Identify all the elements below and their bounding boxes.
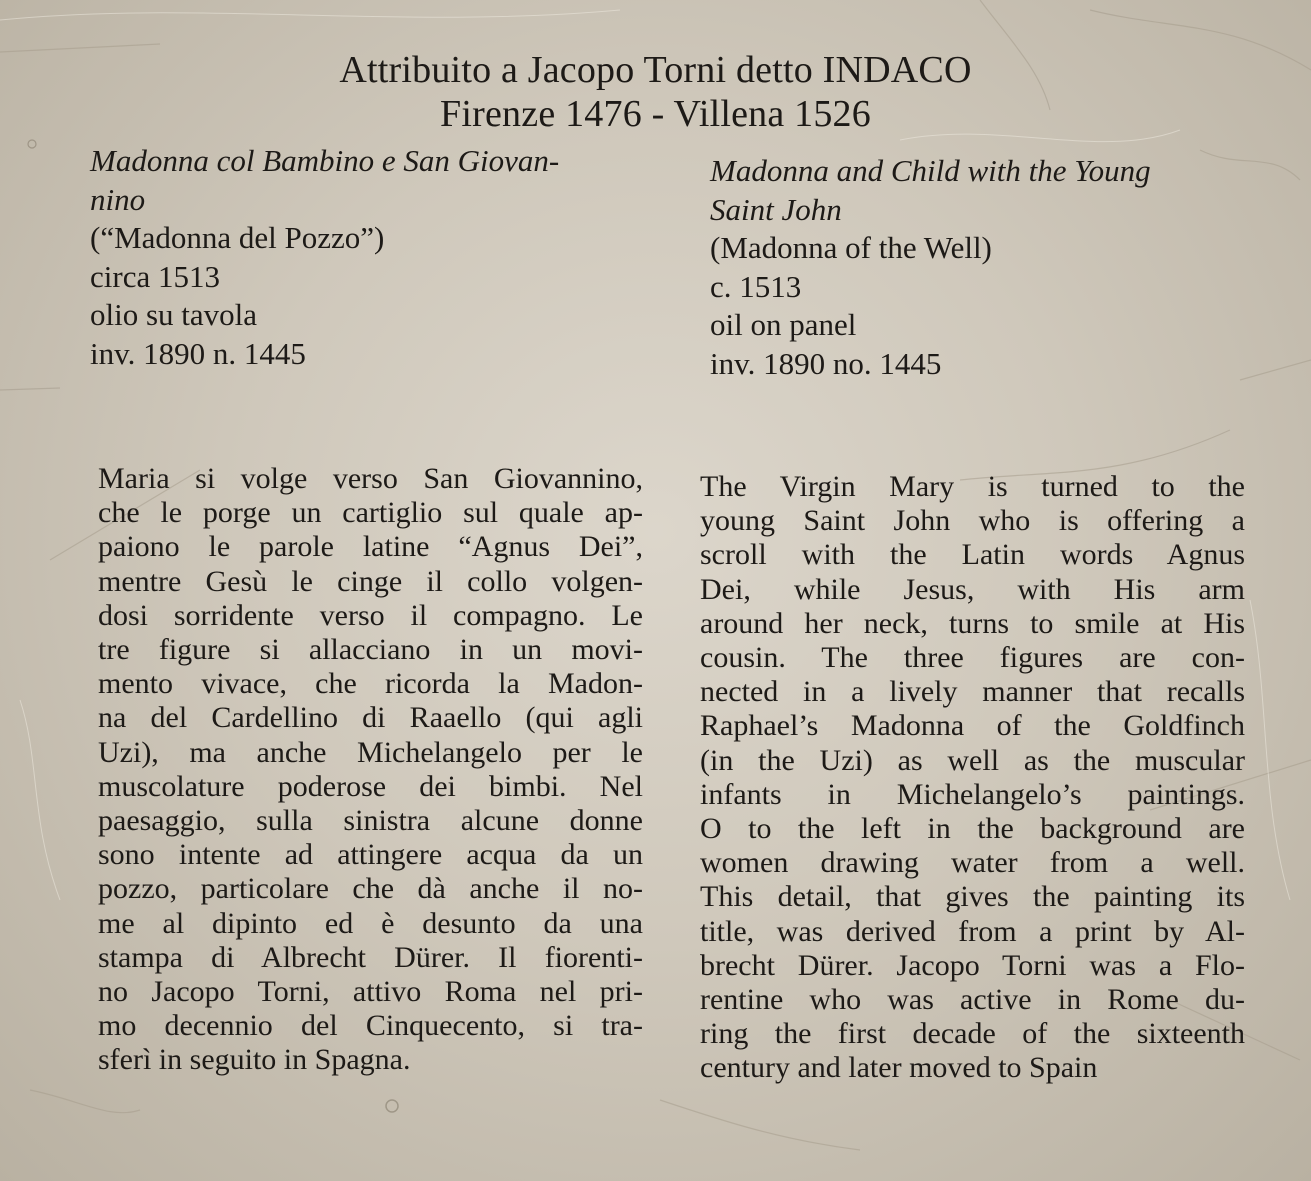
artist-heading: [0, 48, 1311, 136]
italian-text-line: mo decennio del Cinquecento, si tra-: [98, 1009, 643, 1043]
italian-text-line: stampa di Albrecht Dürer. Il fiorenti-: [98, 940, 643, 974]
english-text-line: nected in a lively manner that recalls: [700, 675, 1245, 709]
artist-dates: Firenze 1476 - Villena 1526: [440, 93, 871, 135]
english-title-line-1: Madonna and Child with the Young: [710, 153, 1151, 188]
italian-text-line: na del Cardellino di Raaello (qui agli: [98, 701, 643, 735]
italian-description: [98, 462, 643, 1078]
italian-text-line: me al dipinto ed è desunto da una: [98, 906, 643, 940]
english-text-line: century and later moved to Spain: [700, 1051, 1098, 1085]
italian-text-line: Maria si volge verso San Giovannino,: [98, 462, 643, 495]
english-description: [700, 470, 1245, 1086]
italian-text-line: muscolature poderose dei bimbi. Nel: [98, 769, 643, 803]
italian-title-line-1: Madonna col Bambino e San Giovan-: [90, 143, 560, 178]
english-text-line: scroll with the Latin words Agnus: [700, 538, 1245, 572]
italian-text-line: che le porge un cartiglio sul quale ap-: [98, 496, 643, 530]
italian-text-line: pozzo, particolare che dà anche il no-: [98, 872, 643, 906]
italian-text-line: paiono le parole latine “Agnus Dei”,: [98, 530, 643, 564]
italian-text-line: mento vivace, che ricorda la Madon-: [98, 667, 643, 701]
english-text-line: infants in Michelangelo’s paintings.: [700, 777, 1245, 811]
english-text-line: cousin. The three figures are con-: [700, 641, 1245, 675]
english-text-line: around her neck, turns to smile at His: [700, 606, 1245, 640]
english-title-line-2: Saint John: [710, 191, 842, 227]
italian-text-line: paesaggio, sulla sinistra alcune donne: [98, 804, 643, 838]
english-inventory: inv. 1890 no. 1445: [710, 345, 942, 381]
italian-text-line: sferì in seguito in Spagna.: [98, 1043, 411, 1077]
english-text-line: rentine who was active in Rome du-: [700, 983, 1245, 1017]
artist-attribution: Attribuito a Jacopo Torni detto INDACO: [339, 49, 972, 91]
italian-text-line: mentre Gesù le cinge il collo volgen-: [98, 564, 643, 598]
english-text-line: ring the first decade of the sixteenth: [700, 1017, 1245, 1051]
italian-text-line: Uzi), ma anche Michelangelo per le: [98, 735, 643, 769]
english-text-line: O to the left in the background are: [700, 812, 1245, 846]
italian-inventory: inv. 1890 n. 1445: [90, 335, 306, 371]
english-text-line: The Virgin Mary is turned to the: [700, 470, 1245, 503]
english-subtitle: (Madonna of the Well): [710, 230, 992, 265]
italian-caption: [90, 142, 650, 373]
italian-title-line-2: nino: [90, 181, 146, 217]
italian-text-line: no Jacopo Torni, attivo Roma nel pri-: [98, 975, 643, 1009]
italian-medium: olio su tavola: [90, 297, 258, 332]
italian-text-line: tre figure si allacciano in un movi-: [98, 633, 643, 667]
italian-text-line: sono intente ad attingere acqua da un: [98, 838, 643, 872]
english-text-line: brecht Dürer. Jacopo Torni was a Flo-: [700, 948, 1245, 982]
italian-subtitle: (“Madonna del Pozzo”): [90, 220, 385, 255]
english-text-line: young Saint John who is offering a: [700, 504, 1245, 538]
english-text-line: title, was derived from a print by Al-: [700, 914, 1245, 948]
english-text-line: Dei, while Jesus, with His arm: [700, 572, 1245, 606]
english-text-line: (in the Uzi) as well as the muscular: [700, 743, 1245, 777]
italian-date: circa 1513: [90, 258, 220, 294]
english-text-line: women drawing water from a well.: [700, 846, 1245, 880]
english-medium: oil on panel: [710, 307, 857, 342]
italian-text-line: dosi sorridente verso il compagno. Le: [98, 598, 643, 632]
english-caption: [710, 152, 1250, 383]
english-date: c. 1513: [710, 268, 802, 304]
english-text-line: Raphael’s Madonna of the Goldfinch: [700, 709, 1245, 743]
english-text-line: This detail, that gives the painting its: [700, 880, 1245, 914]
